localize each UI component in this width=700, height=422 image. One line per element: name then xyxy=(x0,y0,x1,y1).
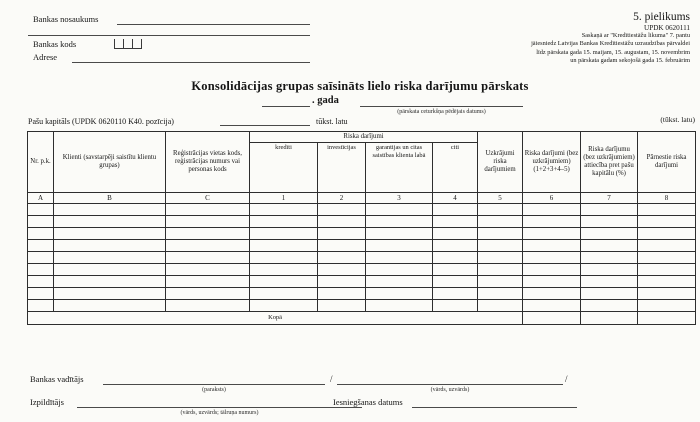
annex-block xyxy=(531,11,690,65)
capital-blank-line xyxy=(220,117,310,126)
empty-cell xyxy=(54,288,166,300)
total-cell-transferred xyxy=(638,312,696,325)
capital-units-label: tūkst. latu xyxy=(316,117,348,126)
submission-date-label: Iesniegšanas datums xyxy=(333,397,403,407)
empty-cell xyxy=(166,252,250,264)
note-line-2: jāiesniedz Latvijas Bankas Kredītiestāžu uzraudzības pārvaldei xyxy=(531,40,690,48)
empty-cell xyxy=(54,204,166,216)
empty-cell xyxy=(318,264,366,276)
empty-cell xyxy=(581,216,638,228)
col-index: 5 xyxy=(478,193,523,204)
empty-cell xyxy=(54,276,166,288)
empty-cell xyxy=(581,252,638,264)
empty-cell xyxy=(638,252,696,264)
total-cell-risk-net xyxy=(523,312,581,325)
code-box xyxy=(132,39,142,49)
empty-cell xyxy=(166,204,250,216)
empty-cell xyxy=(478,216,523,228)
empty-cell xyxy=(28,204,54,216)
empty-cell xyxy=(166,240,250,252)
bank-name-line xyxy=(117,15,310,25)
empty-cell xyxy=(523,252,581,264)
empty-row xyxy=(28,252,696,264)
note-line-4: un pārskata gadam sekojošā gada 15. februārim xyxy=(570,56,690,64)
empty-cell xyxy=(523,240,581,252)
empty-cell xyxy=(318,216,366,228)
empty-row xyxy=(28,276,696,288)
empty-cell xyxy=(28,300,54,312)
empty-cell xyxy=(581,264,638,276)
empty-cell xyxy=(523,276,581,288)
empty-row xyxy=(28,204,696,216)
bank-name-label: Bankas nosaukums xyxy=(33,14,99,24)
col-header-investments: investīcijas xyxy=(318,143,366,193)
empty-cell xyxy=(28,288,54,300)
col-index: A xyxy=(28,193,54,204)
empty-cell xyxy=(638,228,696,240)
col-header-registration: Reģistrācijas vietas kods, reģistrācijas numurs vai personas kods xyxy=(166,132,250,193)
empty-cell xyxy=(581,288,638,300)
capital-label: Pašu kapitāls (UPDK 0620110 K40. pozīcija) xyxy=(28,117,174,126)
empty-cell xyxy=(638,240,696,252)
name-slash-open: / xyxy=(330,374,333,384)
units-right-label: (tūkst. latu) xyxy=(660,115,695,124)
empty-cell xyxy=(166,276,250,288)
executor-label: Izpildītājs xyxy=(30,397,64,407)
empty-cell xyxy=(318,300,366,312)
empty-cell xyxy=(433,204,478,216)
empty-row xyxy=(28,264,696,276)
empty-cell xyxy=(523,300,581,312)
empty-cell xyxy=(54,216,166,228)
empty-cell xyxy=(478,276,523,288)
empty-cell xyxy=(250,300,318,312)
executor-line xyxy=(77,397,362,408)
col-index: 2 xyxy=(318,193,366,204)
empty-cell xyxy=(581,240,638,252)
empty-cell xyxy=(366,204,433,216)
empty-cell xyxy=(478,300,523,312)
year-blank-line xyxy=(262,97,310,107)
col-header-credits: kredīti xyxy=(250,143,318,193)
total-row xyxy=(28,312,696,325)
empty-cell xyxy=(318,252,366,264)
empty-cell xyxy=(28,276,54,288)
empty-cell xyxy=(523,228,581,240)
empty-row xyxy=(28,216,696,228)
empty-cell xyxy=(581,228,638,240)
date-caption: (pārskata ceturkšņa pēdējais datums) xyxy=(397,109,486,115)
col-header-clients: Klienti (savstarpēji saistītu klientu grupas) xyxy=(54,132,166,193)
manager-signature-line xyxy=(103,374,325,385)
col-header-other: citi xyxy=(433,143,478,193)
executor-caption: (vārds, uzvārds; tālruņa numurs) xyxy=(180,410,259,416)
empty-cell xyxy=(366,228,433,240)
note-line-3: līdz pārskata gada 15. maijam, 15. augustam, 15. novembrim xyxy=(536,48,690,56)
col-index: 7 xyxy=(581,193,638,204)
empty-cell xyxy=(638,204,696,216)
total-label: Kopā xyxy=(28,312,523,325)
empty-cell xyxy=(638,288,696,300)
empty-cell xyxy=(433,216,478,228)
col-header-provisions: Uzkrājumi riska darījumiem xyxy=(478,132,523,193)
submission-date-line xyxy=(412,397,577,408)
empty-cell xyxy=(638,216,696,228)
empty-cell xyxy=(250,264,318,276)
annex-label: 5. pielikums xyxy=(633,11,690,23)
empty-cell xyxy=(250,252,318,264)
empty-cell xyxy=(250,204,318,216)
empty-cell xyxy=(433,288,478,300)
empty-cell xyxy=(433,240,478,252)
empty-cell xyxy=(166,300,250,312)
form-title: Konsolidācijas grupas saīsināts lielo riska darījumu pārskats xyxy=(191,79,529,93)
empty-cell xyxy=(28,240,54,252)
name-slash-close: / xyxy=(565,374,568,384)
empty-cell xyxy=(366,288,433,300)
empty-cell xyxy=(638,264,696,276)
empty-cell xyxy=(250,228,318,240)
empty-cell xyxy=(523,288,581,300)
empty-cell xyxy=(166,264,250,276)
empty-cell xyxy=(366,300,433,312)
empty-cell xyxy=(318,288,366,300)
empty-cell xyxy=(54,240,166,252)
empty-cell xyxy=(54,252,166,264)
name-caption: (vārds, uzvārds) xyxy=(430,387,470,393)
empty-cell xyxy=(433,300,478,312)
col-index: 3 xyxy=(366,193,433,204)
empty-cell xyxy=(166,228,250,240)
col-header-transferred: Pārnestie riska darījumi xyxy=(638,132,696,193)
empty-cell xyxy=(250,216,318,228)
empty-cell xyxy=(478,240,523,252)
empty-cell xyxy=(318,204,366,216)
col-index: B xyxy=(54,193,166,204)
gada-label: . gada xyxy=(312,95,339,106)
empty-cell xyxy=(478,228,523,240)
empty-cell xyxy=(166,288,250,300)
empty-cell xyxy=(166,216,250,228)
bank-code-label: Bankas kods xyxy=(33,39,77,49)
manager-label: Bankas vadītājs xyxy=(30,374,84,384)
updk-code: UPDK 0620111 xyxy=(644,24,690,32)
empty-cell xyxy=(250,288,318,300)
empty-cell xyxy=(433,228,478,240)
total-cell-risk-ratio xyxy=(581,312,638,325)
empty-cell xyxy=(250,240,318,252)
empty-cell xyxy=(581,204,638,216)
col-group-risk: Riska darījumi xyxy=(250,132,478,143)
bank-code-boxes xyxy=(114,39,142,49)
empty-cell xyxy=(581,300,638,312)
column-index-row xyxy=(28,193,696,204)
empty-cell xyxy=(638,300,696,312)
empty-row xyxy=(28,300,696,312)
empty-cell xyxy=(366,264,433,276)
empty-row xyxy=(28,240,696,252)
col-index: 4 xyxy=(433,193,478,204)
empty-cell xyxy=(54,300,166,312)
empty-cell xyxy=(366,240,433,252)
empty-cell xyxy=(54,264,166,276)
empty-cell xyxy=(318,240,366,252)
address-line xyxy=(72,53,310,63)
address-label: Adrese xyxy=(33,52,58,62)
col-index: C xyxy=(166,193,250,204)
empty-cell xyxy=(28,216,54,228)
empty-cell xyxy=(523,264,581,276)
empty-cell xyxy=(478,252,523,264)
empty-cell xyxy=(366,216,433,228)
empty-cell xyxy=(478,264,523,276)
empty-cell xyxy=(478,288,523,300)
empty-cell xyxy=(433,276,478,288)
empty-cell xyxy=(28,264,54,276)
signature-caption: (paraksts) xyxy=(202,387,226,393)
empty-cell xyxy=(28,252,54,264)
col-header-risk-ratio: Riska darījumu (bez uzkrājumiem) attiecība pret pašu kapitālu (%) xyxy=(581,132,638,193)
col-header-nr: Nr. p.k. xyxy=(28,132,54,193)
col-index: 6 xyxy=(523,193,581,204)
empty-cell xyxy=(366,252,433,264)
empty-cell xyxy=(433,252,478,264)
col-index: 8 xyxy=(638,193,696,204)
table-body-empty xyxy=(28,204,696,312)
col-header-risk-net: Riska darījumi (bez uzkrājumiem) (1+2+3+4–5) xyxy=(523,132,581,193)
col-index: 1 xyxy=(250,193,318,204)
empty-cell xyxy=(28,228,54,240)
header-separator-line xyxy=(28,35,310,36)
empty-row xyxy=(28,228,696,240)
report-table xyxy=(27,131,696,325)
empty-cell xyxy=(54,228,166,240)
empty-cell xyxy=(318,276,366,288)
empty-cell xyxy=(581,276,638,288)
empty-cell xyxy=(638,276,696,288)
empty-cell xyxy=(366,276,433,288)
note-line-1: Saskaņā ar "Kredītiestāžu likuma" 7. pantu xyxy=(581,32,690,39)
empty-cell xyxy=(478,204,523,216)
empty-cell xyxy=(523,216,581,228)
empty-cell xyxy=(318,228,366,240)
empty-cell xyxy=(523,204,581,216)
date-blank-line xyxy=(360,97,523,107)
col-header-guarantees: garantijas un citas saistības klienta labā xyxy=(366,143,433,193)
manager-name-line xyxy=(337,374,563,385)
empty-row xyxy=(28,288,696,300)
empty-cell xyxy=(250,276,318,288)
empty-cell xyxy=(433,264,478,276)
